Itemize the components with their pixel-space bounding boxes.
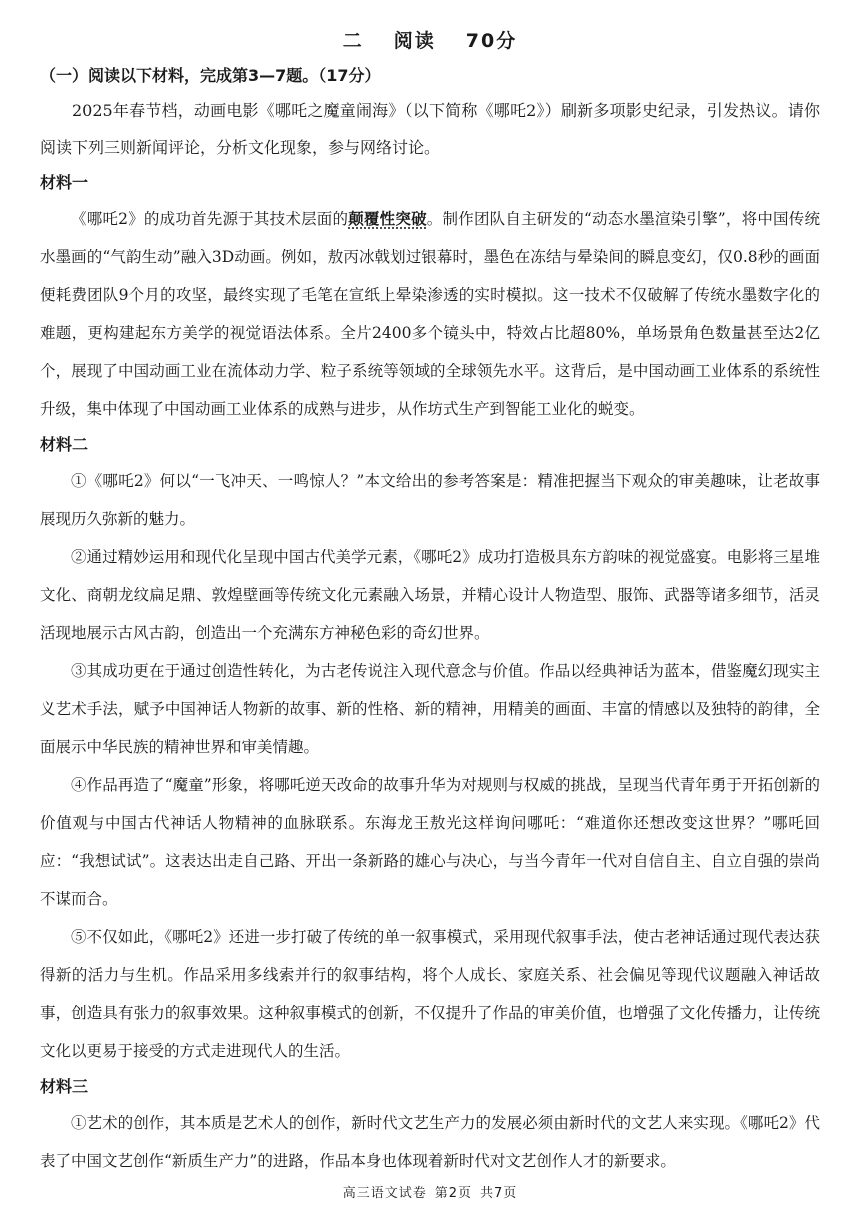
material1-paragraph	[40, 200, 820, 428]
material1-title: 材料一	[40, 173, 89, 192]
material2-title: 材料二	[40, 435, 89, 454]
material2-paragraph-2: ②通过精妙运用和现代化呈现中国古代美学元素，《哪吒2》成功打造极具东方韵味的视觉盛宴。电影将三星堆文化、商朝龙纹扁足鼎、敦煌壁画等传统文化元素融入场景，并精心设计人物造型、服饰、武器等诸多细节，活灵活现地展示古风古韵，创造出一个充满东方神秘色彩的奇幻世界。	[40, 548, 820, 642]
section-number: 二	[342, 30, 364, 52]
material1-text-after: 。制作团队自主研发的“动态水墨渲染引擎”，将中国传统水墨画的“气韵生动”融入3D动画。例如，敖丙冰戟划过银幕时，墨色在冻结与晕染间的瞬息变幻，仅0.8秒的画面便耗费团队9个月的攻坚，最终实现了毛笔在宣纸上晕染渗透的实时模拟。这一技术不仅破解了传统水墨数字化的难题，更构建起东方美学的视觉语法体系。全片2400多个镜头中，特效占比超80%，单场景角色数量甚至达2亿个，展现了中国动画工业在流体动力学、粒子系统等领域的全球领先水平。这背后，是中国动画工业体系的系统性升级，集中体现了中国动画工业体系的成熟与进步，从作坊式生产到智能工业化的蜕变。	[40, 210, 820, 418]
footer-total-pages: 共7页	[480, 1186, 518, 1201]
material2-paragraph-1: ①《哪吒2》何以“一飞冲天、一鸣惊人？”本文给出的参考答案是：精准把握当下观众的审美趣味，让老故事展现历久弥新的魅力。	[40, 472, 820, 528]
material1-text-before: 《哪吒2》的成功首先源于其技术层面的	[71, 210, 349, 228]
question-intro: 2025年春节档，动画电影《哪吒之魔童闹海》（以下简称《哪吒2》）刷新多项影史纪录，引发热议。请你阅读下列三则新闻评论，分析文化现象，参与网络讨论。	[40, 101, 820, 157]
page-footer	[0, 1182, 860, 1201]
footer-exam-name: 高三语文试卷	[342, 1186, 427, 1201]
material2-paragraph-4: ④作品再造了“魔童”形象，将哪吒逆天改命的故事升华为对规则与权威的挑战，呈现当代青年勇于开拓创新的价值观与中国古代神话人物精神的血脉联系。东海龙王敖光这样询问哪吒：“难道你还想改变这世界？”哪吒回应：“我想试试”。这表达出走自己路、开出一条新路的雄心与决心，与当今青年一代对自信自主、自立自强的崇尚不谋而合。	[40, 776, 820, 908]
question-heading: （一）阅读以下材料，完成第3—7题。（17分）	[40, 66, 381, 85]
material1-emphasis: 颠覆性突破	[348, 209, 427, 228]
section-title	[40, 26, 820, 56]
material2-paragraph-5: ⑤不仅如此，《哪吒2》还进一步打破了传统的单一叙事模式，采用现代叙事手法，使古老神话通过现代表达获得新的活力与生机。作品采用多线索并行的叙事结构，将个人成长、家庭关系、社会偏见等现代议题融入神话故事，创造具有张力的叙事效果。这种叙事模式的创新，不仅提升了作品的审美价值，也增强了文化传播力，让传统文化以更易于接受的方式走进现代人的生活。	[40, 928, 820, 1060]
exam-page	[40, 26, 820, 1180]
footer-page-number: 第2页	[434, 1186, 472, 1201]
material3-paragraph-1: ①艺术的创作，其本质是艺术人的创作，新时代文艺生产力的发展必须由新时代的文艺人来实现。《哪吒2》代表了中国文艺创作“新质生产力”的进路，作品本身也体现着新时代对文艺创作人才的新要求。	[40, 1114, 820, 1170]
material3-title: 材料三	[40, 1077, 89, 1096]
section-name: 阅读	[393, 30, 436, 52]
material2-paragraph-3: ③其成功更在于通过创造性转化，为古老传说注入现代意念与价值。作品以经典神话为蓝本，借鉴魔幻现实主义艺术手法，赋予中国神话人物新的故事、新的性格、新的精神，用精美的画面、丰富的情感以及独特的韵律，全面展示中华民族的精神世界和审美情趣。	[40, 662, 820, 756]
section-score: 70分	[465, 30, 518, 52]
